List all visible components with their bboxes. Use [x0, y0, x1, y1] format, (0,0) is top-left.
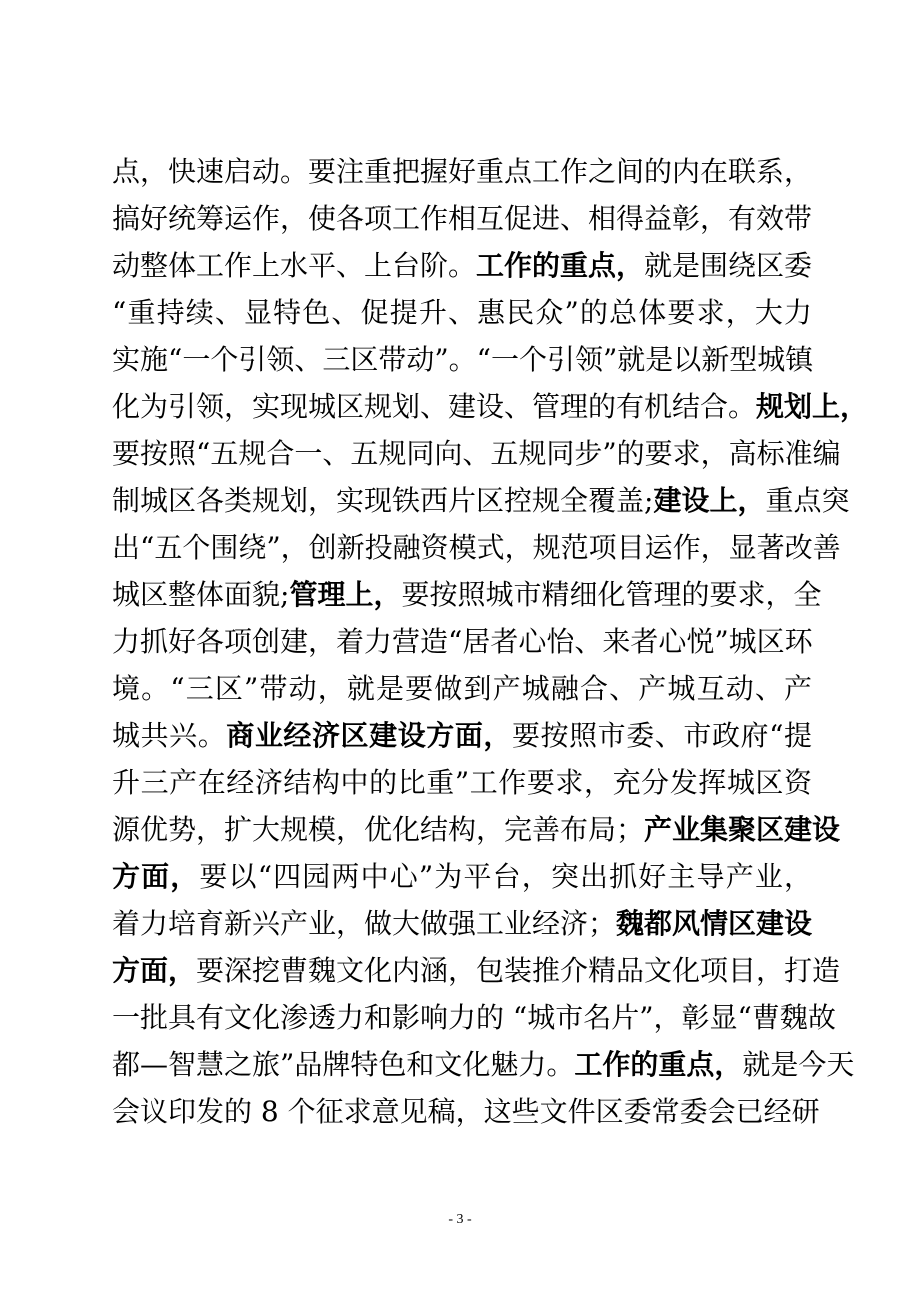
bold-text-run: 管理上，: [289, 578, 402, 611]
text-run: “重持续、显特色、促提升、惠民众”的总体要求，大力: [112, 296, 812, 329]
text-run: 源优势，扩大规模，优化结构，完善布局；: [112, 813, 645, 846]
text-run: 都—智慧之旅”品牌特色和文化魅力。: [112, 1048, 575, 1081]
text-run: 点，快速启动。要注重把握好重点工作之间的内在联系，: [112, 155, 813, 188]
text-run: 重点突: [765, 484, 850, 517]
text-line: [112, 575, 822, 615]
text-run: 实施“一个引领、三区带动”。“一个引领”就是以新型城镇: [112, 343, 814, 376]
text-run: 化为引领，实现城区规划、建设、管理的有机结合。: [112, 390, 757, 423]
text-line: [112, 340, 812, 380]
bold-text-run: 方面，: [112, 860, 200, 893]
bold-text-run: 规划上，: [756, 390, 869, 423]
text-line: [112, 1092, 820, 1132]
text-run: 制城区各类规划，实现铁西片区控规全覆盖;: [112, 484, 654, 517]
bold-text-run: 魏都风情区建设: [616, 907, 813, 940]
bold-text-run: 产业集聚区建设: [644, 813, 841, 846]
text-line: [112, 622, 812, 662]
text-line: [112, 387, 869, 427]
text-run: 要按照“五规合一、五规同向、五规同步”的要求，高标准编: [112, 437, 841, 470]
bold-text-run: 商业经济区建设方面，: [226, 719, 512, 752]
text-line: [112, 528, 841, 568]
text-line: [112, 998, 836, 1038]
bold-text-run: 工作的重点，: [574, 1048, 743, 1081]
text-run: 升三产在经济结构中的比重”工作要求，充分发挥城区资: [112, 766, 812, 799]
text-line: [112, 857, 812, 897]
bold-text-run: 建设上，: [653, 484, 766, 517]
text-line: [112, 904, 812, 944]
text-run: 要按照市委、市政府“提: [511, 719, 812, 752]
text-run: 境。“三区”带动，就是要做到产城融合、产城互动、产: [112, 672, 812, 705]
text-run: 会议印发的 8 个征求意见稿，这些文件区委常委会已经研: [112, 1095, 820, 1128]
text-run: 城区整体面貌;: [112, 578, 290, 611]
text-run: 动整体工作上水平、上台阶。: [112, 249, 477, 282]
page-number: - 3 -: [448, 1212, 472, 1227]
text-line: [112, 810, 841, 850]
text-run: 要深挖曹魏文化内涵，包装推介精品文化项目，打造: [196, 954, 841, 987]
text-run: 一批具有文化渗透力和影响力的 “城市名片”，彰显“曹魏故: [112, 1001, 836, 1034]
text-line: [112, 1045, 855, 1085]
text-line: [112, 434, 841, 474]
bold-text-run: 工作的重点，: [476, 249, 645, 282]
text-run: 着力培育新兴产业，做大做强工业经济；: [112, 907, 617, 940]
text-line: [112, 669, 812, 709]
text-line: [112, 763, 812, 803]
text-run: 城共兴。: [112, 719, 227, 752]
text-run: 出“五个围绕”，创新投融资模式，规范项目运作，显著改善: [112, 531, 841, 564]
text-line: [112, 293, 812, 333]
text-run: 就是围绕区委: [644, 249, 813, 282]
text-line: [112, 246, 812, 286]
text-line: [112, 152, 812, 192]
text-line: [112, 716, 812, 756]
text-run: 要按照城市精细化管理的要求，全: [401, 578, 822, 611]
text-run: 就是今天: [742, 1048, 855, 1081]
text-line: [112, 951, 841, 991]
text-run: 搞好统筹运作，使各项工作相互促进、相得益彰，有效带: [112, 202, 813, 235]
text-line: [112, 481, 850, 521]
text-run: 力抓好各项创建，着力营造“居者心怡、来者心悦”城区环: [112, 625, 813, 658]
text-line: [112, 199, 812, 239]
bold-text-run: 方面，: [112, 954, 197, 987]
text-run: 要以“四园两中心”为平台，突出抓好主导产业，: [199, 860, 812, 893]
